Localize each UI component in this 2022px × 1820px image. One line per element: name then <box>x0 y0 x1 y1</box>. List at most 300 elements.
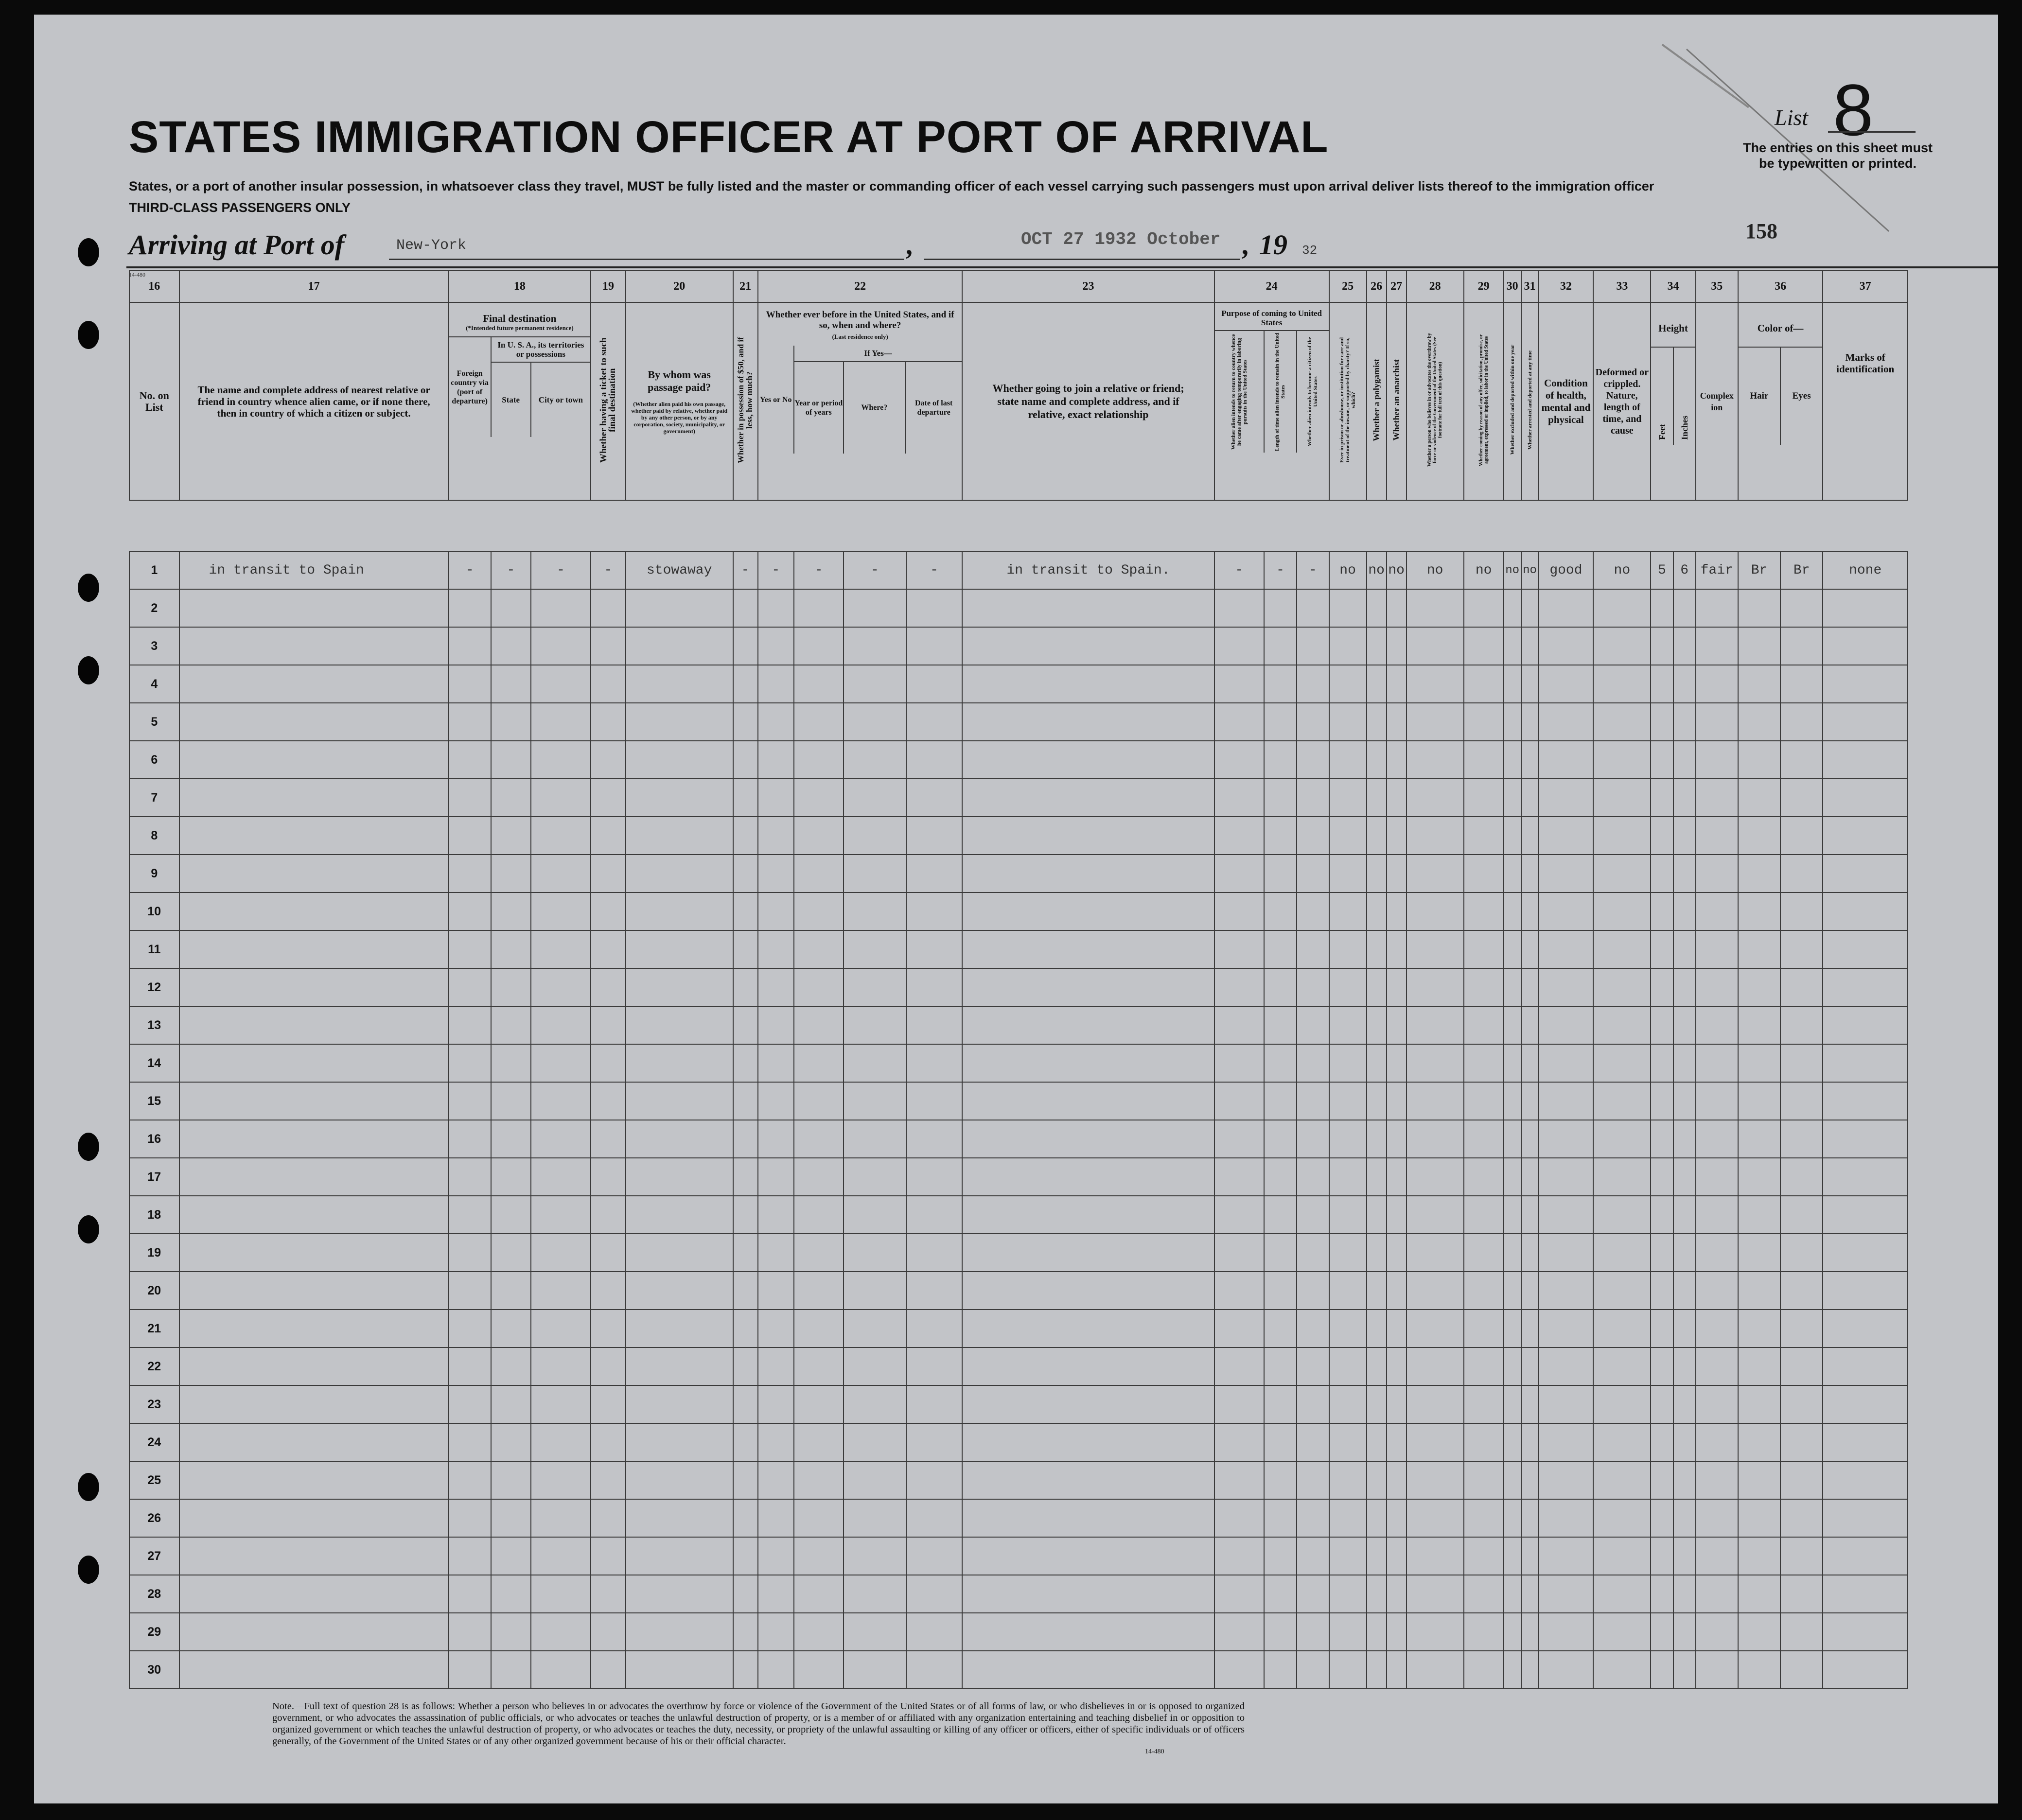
table-cell <box>491 1575 531 1613</box>
row-number: 30 <box>129 1651 179 1689</box>
table-cell <box>1780 1348 1823 1385</box>
table-cell <box>1521 1196 1539 1234</box>
table-cell <box>1521 1575 1539 1613</box>
table-cell <box>449 817 491 855</box>
table-cell <box>449 1575 491 1613</box>
table-cell <box>1651 930 1673 968</box>
table-cell <box>1651 1348 1673 1385</box>
table-cell <box>1593 665 1651 703</box>
table-cell <box>591 627 626 665</box>
table-cell <box>1521 1613 1539 1651</box>
table-cell <box>962 1537 1214 1575</box>
table-cell <box>626 1348 733 1385</box>
footnote: Note.—Full text of question 28 is as follows: Whether a person who believes in or advocates the overthrow by force or violence of the Government of the United States or of all forms of law, or who disbelieves in or is opposed to organized government, or who advocates the assassination of public officials, or who advocates or teaches the unlawful destruction of property, or is a member of or affiliated with any organization entertaining and teaching disbelief in or opposition to organized government or which teaches the unlawful destruction of property, or who advocates or teaches the duty, necessity, or propriety of the unlawful assaulting or killing of any officer or officers, either of specific individuals or of officers generally, of the Government of the United States or of any other organized government because of his or their official character. <box>272 1701 1245 1747</box>
table-cell <box>491 1461 531 1499</box>
table-cell <box>1823 1385 1908 1423</box>
table-cell <box>906 817 963 855</box>
table-cell <box>1651 779 1673 817</box>
table-cell <box>1214 1499 1265 1537</box>
table-row <box>129 741 1908 779</box>
table-cell <box>491 1272 531 1310</box>
table-cell <box>758 1120 794 1158</box>
table-cell <box>962 589 1214 627</box>
table-cell <box>962 1234 1214 1272</box>
table-cell <box>491 855 531 892</box>
table-cell <box>1464 1310 1504 1348</box>
table-cell <box>1214 779 1265 817</box>
table-cell <box>1297 1006 1329 1044</box>
table-cell <box>1539 1651 1594 1689</box>
binder-hole <box>78 321 99 349</box>
table-cell <box>531 1234 591 1272</box>
table-cell <box>1407 1613 1464 1651</box>
table-cell <box>1297 1044 1329 1082</box>
table-cell <box>733 1044 758 1082</box>
table-row <box>129 1385 1908 1423</box>
header-deformed: Deformed or crippled. Nature, length of time, and cause <box>1593 302 1651 500</box>
table-cell <box>1504 930 1521 968</box>
table-cell <box>179 1272 449 1310</box>
table-cell <box>758 665 794 703</box>
table-cell <box>1329 1310 1367 1348</box>
table-cell <box>1593 1499 1651 1537</box>
table-cell <box>1264 703 1297 741</box>
table-cell <box>1264 589 1297 627</box>
table-cell <box>733 1082 758 1120</box>
table-cell <box>591 1196 626 1234</box>
table-cell <box>1297 855 1329 892</box>
table-cell <box>1407 1120 1464 1158</box>
col-number: 16 <box>129 270 179 302</box>
port-underline <box>389 259 904 260</box>
table-cell <box>179 968 449 1006</box>
table-cell <box>1521 1651 1539 1689</box>
table-cell <box>1521 741 1539 779</box>
header-marks: Marks of identification <box>1823 302 1908 500</box>
table-cell <box>1521 1006 1539 1044</box>
table-cell <box>1214 1234 1265 1272</box>
table-cell <box>626 779 733 817</box>
table-cell <box>1264 1499 1297 1537</box>
in-usa-label: In U. S. A., its territories or possessions <box>492 337 590 363</box>
row-number: 25 <box>129 1461 179 1499</box>
table-cell <box>1504 1575 1521 1613</box>
table-cell <box>1738 1082 1780 1120</box>
table-cell <box>794 703 844 741</box>
table-cell <box>1823 1575 1908 1613</box>
binder-hole <box>78 1556 99 1584</box>
table-cell <box>1387 741 1407 779</box>
table-cell <box>626 1613 733 1651</box>
table-cell <box>1539 627 1594 665</box>
table-cell <box>1780 665 1823 703</box>
table-cell <box>1673 1613 1696 1651</box>
table-cell <box>449 589 491 627</box>
table-cell <box>758 1613 794 1651</box>
table-cell <box>1521 968 1539 1006</box>
table-cell <box>626 1082 733 1120</box>
table-cell <box>962 779 1214 817</box>
yes-no-label: Yes or No <box>758 346 794 454</box>
table-cell <box>1387 1158 1407 1196</box>
table-cell <box>1738 1575 1780 1613</box>
table-cell <box>1367 968 1387 1006</box>
table-cell <box>1214 703 1265 741</box>
table-cell <box>179 1158 449 1196</box>
table-cell <box>758 779 794 817</box>
table-cell <box>1464 1120 1504 1158</box>
col-number: 25 <box>1329 270 1367 302</box>
table-cell <box>1264 930 1297 968</box>
table-cell <box>1593 1651 1651 1689</box>
table-cell <box>1696 1272 1738 1310</box>
table-cell <box>626 1272 733 1310</box>
header-passage-paid <box>626 302 733 500</box>
table-cell <box>1696 855 1738 892</box>
table-cell <box>1780 627 1823 665</box>
table-cell <box>449 1385 491 1423</box>
table-cell <box>1367 930 1387 968</box>
table-cell <box>449 1196 491 1234</box>
table-cell <box>1823 741 1908 779</box>
table-cell <box>1651 1120 1673 1158</box>
table-cell <box>591 892 626 930</box>
table-cell <box>179 817 449 855</box>
row-number: 14 <box>129 1044 179 1082</box>
table-cell <box>1593 817 1651 855</box>
table-row <box>129 930 1908 968</box>
table-cell <box>179 1120 449 1158</box>
table-cell <box>531 1423 591 1461</box>
table-cell <box>906 1651 963 1689</box>
table-cell <box>1367 1423 1387 1461</box>
table-cell <box>449 1461 491 1499</box>
table-cell <box>491 930 531 968</box>
row-number: 7 <box>129 779 179 817</box>
row-number: 2 <box>129 589 179 627</box>
col-number: 37 <box>1823 270 1908 302</box>
table-cell <box>531 1537 591 1575</box>
table-cell <box>844 930 906 968</box>
table-cell <box>758 817 794 855</box>
table-cell <box>1823 1082 1908 1120</box>
table-cell <box>906 741 963 779</box>
table-cell <box>906 1158 963 1196</box>
table-cell <box>626 1575 733 1613</box>
table-cell <box>844 1120 906 1158</box>
table-cell <box>1367 741 1387 779</box>
table-cell <box>1329 930 1367 968</box>
table-cell <box>1539 1006 1594 1044</box>
table-cell <box>531 1348 591 1385</box>
table-cell <box>531 1082 591 1120</box>
table-cell <box>1297 1461 1329 1499</box>
table-cell <box>906 779 963 817</box>
table-cell <box>531 703 591 741</box>
table-cell <box>1329 741 1367 779</box>
table-cell <box>1329 665 1367 703</box>
table-cell <box>1214 1082 1265 1120</box>
table-cell <box>1297 1423 1329 1461</box>
table-cell <box>844 1044 906 1082</box>
table-cell <box>1696 892 1738 930</box>
table-cell <box>1329 627 1367 665</box>
table-cell <box>794 1158 844 1196</box>
q30-value: no <box>1504 551 1521 589</box>
table-cell <box>1504 1310 1521 1348</box>
table-cell <box>1738 1537 1780 1575</box>
table-row <box>129 1499 1908 1537</box>
table-cell <box>491 1082 531 1120</box>
table-cell <box>449 1537 491 1575</box>
table-cell <box>1407 968 1464 1006</box>
row-number: 3 <box>129 627 179 665</box>
table-cell <box>844 1196 906 1234</box>
table-cell <box>1673 1651 1696 1689</box>
col-number: 18 <box>449 270 591 302</box>
table-cell <box>1696 930 1738 968</box>
table-cell <box>591 589 626 627</box>
table-cell <box>1214 1196 1265 1234</box>
table-cell <box>1367 1348 1387 1385</box>
table-cell <box>1329 1082 1367 1120</box>
header-anarchist: Whether an anarchist <box>1387 302 1407 500</box>
table-cell <box>491 1044 531 1082</box>
table-cell <box>1780 1651 1823 1689</box>
table-cell <box>1214 1044 1265 1082</box>
manifest-sheet: STATES IMMIGRATION OFFICER AT PORT OF ARRIVAL States, or a port of another insular possession, in whatsoever class they travel, MUST be fully listed and the master or commanding officer of each vessel carrying such passengers must upon arrival deliver lists thereof to the immigration officer THIRD-CLASS PASSENGERS ONLY Arriving at Port of New-York , OCT 27 1932 October , 19 32 158 8 List The entries on this sheet must be typewritten or printed. 14-480 16 17 18 19 20 21 22 23 24 25 26 27 28 29 30 31 32 33 34 35 36 37 No. on List The name and complete address of nearest relative or friend in country whence alien came, or if none there, then in country of which a citizen or subject. Final destination (*Intended future permanent residence) Foreign country via (port of departure) In U. S. A., its territories or possessions State City or town Whether having a ticket to such final destination By whom was passage paid? (Whether alien paid his own passage, whether paid by relative, whether paid by any other person, or by any corporation, society, municipality, or government) Whether in possession of $50, and if less, how much? Whether ever before in the United States, and if so, when and where? (Last residence only) Yes or No If Yes— Year or period of years Where? Date of last departure Whether going to join a relative or friend; state name and complete address, and if relative, exact relationship Purpose of coming to United States Whether alien intends to return to country whence he came after engaging temporarily in laboring pursuits in the United States Length of time alien intends to remain in the United States Whether alien intends to become a citizen of the United States Ever in prison or almshouse, or institution for care and treatment of the insane, or supported by charity? If so, which? Whether a polygamist Whether an anarchist Whether a person who believes in or advocates the overthrow by force or violence of the Government of the United States (See footnote for full text of this question) Whether coming by reason of any offer, solicitation, promise, or agreement, expressed or implied, to labor in the United States Whether excluded and deported within one year Whether arrested and deported at any time Condition of health, mental and physical Deformed or crippled. Nature, length of time, and cause Height Feet Inches Complexion Color of— Hair Eyes Marks of identification 1 in transit to Spain - - - - stowaway - - - - - in transit to Spain. - - - no no no no no no no good no 5 6 fair Br Br none 2 3 4 5 6 7 8 9 10 11 12 13 14 15 16 17 18 19 20 21 22 23 24 25 26 27 28 29 30 Note.—Full text of question 28 is as follows: Whether a person who believes in or advocates the overthrow by force or violence of the Government of the United States or of all forms of law, or who disbelieves in or is opposed to organized government, or who advocates the assassination of public officials, or who advocates or teaches the unlawful destruction of property, or is a member of or affiliated with any organization entertaining and teaching disbelief in or opposition to organized government or which teaches the unlawful destruction of property, or who advocates or teaches the duty, necessity, or propriety of the unlawful assaulting or killing of any officer or officers, either of specific individuals or of officers generally, of the Government of the United States or of any other organized government because of his or their official character. 14-480 <box>34 15 1998 1803</box>
inches-value: 6 <box>1673 551 1696 589</box>
table-cell <box>1367 1310 1387 1348</box>
table-cell <box>794 627 844 665</box>
table-cell <box>1214 1537 1265 1575</box>
table-cell <box>1823 930 1908 968</box>
table-cell <box>1464 1044 1504 1082</box>
table-cell <box>1521 1537 1539 1575</box>
table-cell <box>1521 892 1539 930</box>
table-cell <box>1593 1082 1651 1120</box>
table-cell <box>1738 1272 1780 1310</box>
table-cell <box>1504 892 1521 930</box>
table-cell <box>1329 1120 1367 1158</box>
table-cell <box>1593 1044 1651 1082</box>
table-cell <box>591 855 626 892</box>
table-cell <box>794 1120 844 1158</box>
table-cell <box>1673 1385 1696 1423</box>
table-cell <box>962 892 1214 930</box>
table-cell <box>449 892 491 930</box>
table-cell <box>1297 817 1329 855</box>
table-row <box>129 1196 1908 1234</box>
table-cell <box>1539 930 1594 968</box>
table-cell <box>1521 665 1539 703</box>
table-cell <box>1521 1423 1539 1461</box>
table-cell <box>1297 741 1329 779</box>
row-number: 9 <box>129 855 179 892</box>
table-cell <box>1673 968 1696 1006</box>
table-cell <box>844 1499 906 1537</box>
table-cell <box>1504 1006 1521 1044</box>
table-cell <box>179 741 449 779</box>
table-cell <box>758 1234 794 1272</box>
table-cell <box>1297 1158 1329 1196</box>
table-cell <box>1264 1385 1297 1423</box>
table-cell <box>1264 1044 1297 1082</box>
table-cell <box>1214 1310 1265 1348</box>
table-cell <box>1214 589 1265 627</box>
header-relative: The name and complete address of nearest relative or friend in country whence alien came, or if none there, then in country of which a citizen or subject. <box>179 302 449 500</box>
table-cell <box>626 930 733 968</box>
table-cell <box>1823 589 1908 627</box>
typewritten-note: The entries on this sheet must be typewritten or printed. <box>1742 140 1933 171</box>
table-row <box>129 1651 1908 1689</box>
table-cell <box>179 892 449 930</box>
table-cell <box>626 817 733 855</box>
date-departure-label: Date of last departure <box>914 399 953 417</box>
table-cell <box>1367 1196 1387 1234</box>
table-cell <box>1504 665 1521 703</box>
table-cell <box>1823 703 1908 741</box>
table-cell <box>1297 1499 1329 1537</box>
color-of-label: Color of— <box>1739 322 1822 348</box>
table-cell <box>531 855 591 892</box>
col-number: 30 <box>1504 270 1521 302</box>
table-cell <box>1264 1310 1297 1348</box>
table-cell <box>1823 1044 1908 1082</box>
table-cell <box>1696 1613 1738 1651</box>
table-cell <box>1407 817 1464 855</box>
table-cell <box>1823 1158 1908 1196</box>
table-cell <box>1696 1044 1738 1082</box>
col-number: 32 <box>1539 270 1594 302</box>
table-cell <box>962 741 1214 779</box>
relative-value: in transit to Spain <box>179 551 449 589</box>
table-cell <box>626 1234 733 1272</box>
table-cell <box>1696 627 1738 665</box>
table-cell <box>491 1120 531 1158</box>
table-cell <box>1539 703 1594 741</box>
table-cell <box>844 665 906 703</box>
table-cell <box>1673 817 1696 855</box>
table-cell <box>1593 1120 1651 1158</box>
table-cell <box>844 1537 906 1575</box>
table-cell <box>449 741 491 779</box>
table-row <box>129 1006 1908 1044</box>
table-cell <box>844 1461 906 1499</box>
table-cell <box>1696 1120 1738 1158</box>
table-cell <box>1673 1310 1696 1348</box>
table-cell <box>179 1082 449 1120</box>
table-cell <box>1214 930 1265 968</box>
table-cell <box>626 1651 733 1689</box>
table-cell <box>491 741 531 779</box>
table-cell <box>1673 1120 1696 1158</box>
table-cell <box>1521 589 1539 627</box>
table-cell <box>1367 1651 1387 1689</box>
row-number: 23 <box>129 1385 179 1423</box>
table-cell <box>1297 1082 1329 1120</box>
state-value: - <box>491 551 531 589</box>
table-cell <box>962 968 1214 1006</box>
table-row <box>129 1310 1908 1348</box>
table-cell <box>1387 1537 1407 1575</box>
table-cell <box>844 589 906 627</box>
table-cell <box>1673 1044 1696 1082</box>
table-cell <box>906 1537 963 1575</box>
col-number: 17 <box>179 270 449 302</box>
table-cell <box>1593 930 1651 968</box>
table-cell <box>906 1234 963 1272</box>
table-cell <box>179 1651 449 1689</box>
table-cell <box>491 1196 531 1234</box>
table-cell <box>1539 1461 1594 1499</box>
table-cell <box>844 1158 906 1196</box>
table-cell <box>1738 1120 1780 1158</box>
table-cell <box>1387 1120 1407 1158</box>
table-cell <box>1738 779 1780 817</box>
table-cell <box>1539 1423 1594 1461</box>
table-cell <box>1387 1082 1407 1120</box>
table-cell <box>1823 1120 1908 1158</box>
table-cell <box>1264 1272 1297 1310</box>
table-cell <box>1464 1423 1504 1461</box>
table-cell <box>1780 1158 1823 1196</box>
table-cell <box>794 1044 844 1082</box>
table-cell <box>1780 1272 1823 1310</box>
table-cell <box>1387 930 1407 968</box>
table-cell <box>531 1575 591 1613</box>
table-cell <box>1367 703 1387 741</box>
table-cell <box>1823 1423 1908 1461</box>
table-cell <box>758 930 794 968</box>
table-cell <box>1264 665 1297 703</box>
manifest-table <box>129 270 1908 1689</box>
table-cell <box>1521 1461 1539 1499</box>
table-cell <box>1738 855 1780 892</box>
hair-value: Br <box>1738 551 1780 589</box>
table-cell <box>906 968 963 1006</box>
table-cell <box>1780 741 1823 779</box>
table-cell <box>844 703 906 741</box>
table-cell <box>449 627 491 665</box>
table-cell <box>1264 1575 1297 1613</box>
table-cell <box>1823 1234 1908 1272</box>
table-cell <box>906 892 963 930</box>
table-cell <box>962 1385 1214 1423</box>
row-number: 11 <box>129 930 179 968</box>
table-row <box>129 1234 1908 1272</box>
table-cell <box>1329 1651 1367 1689</box>
table-cell <box>1297 665 1329 703</box>
table-cell <box>531 1613 591 1651</box>
row-number: 1 <box>129 551 179 589</box>
city-value: - <box>531 551 591 589</box>
table-cell <box>179 1575 449 1613</box>
table-cell <box>1521 1082 1539 1120</box>
table-cell <box>962 1120 1214 1158</box>
table-row <box>129 855 1908 892</box>
table-cell <box>1387 892 1407 930</box>
table-row <box>129 779 1908 817</box>
header-polygamist: Whether a polygamist <box>1367 302 1387 500</box>
table-cell <box>449 1272 491 1310</box>
table-cell <box>491 1423 531 1461</box>
table-cell <box>1738 930 1780 968</box>
binder-hole <box>78 574 99 602</box>
table-row <box>129 1537 1908 1575</box>
table-cell <box>1823 1613 1908 1651</box>
table-cell <box>1504 703 1521 741</box>
